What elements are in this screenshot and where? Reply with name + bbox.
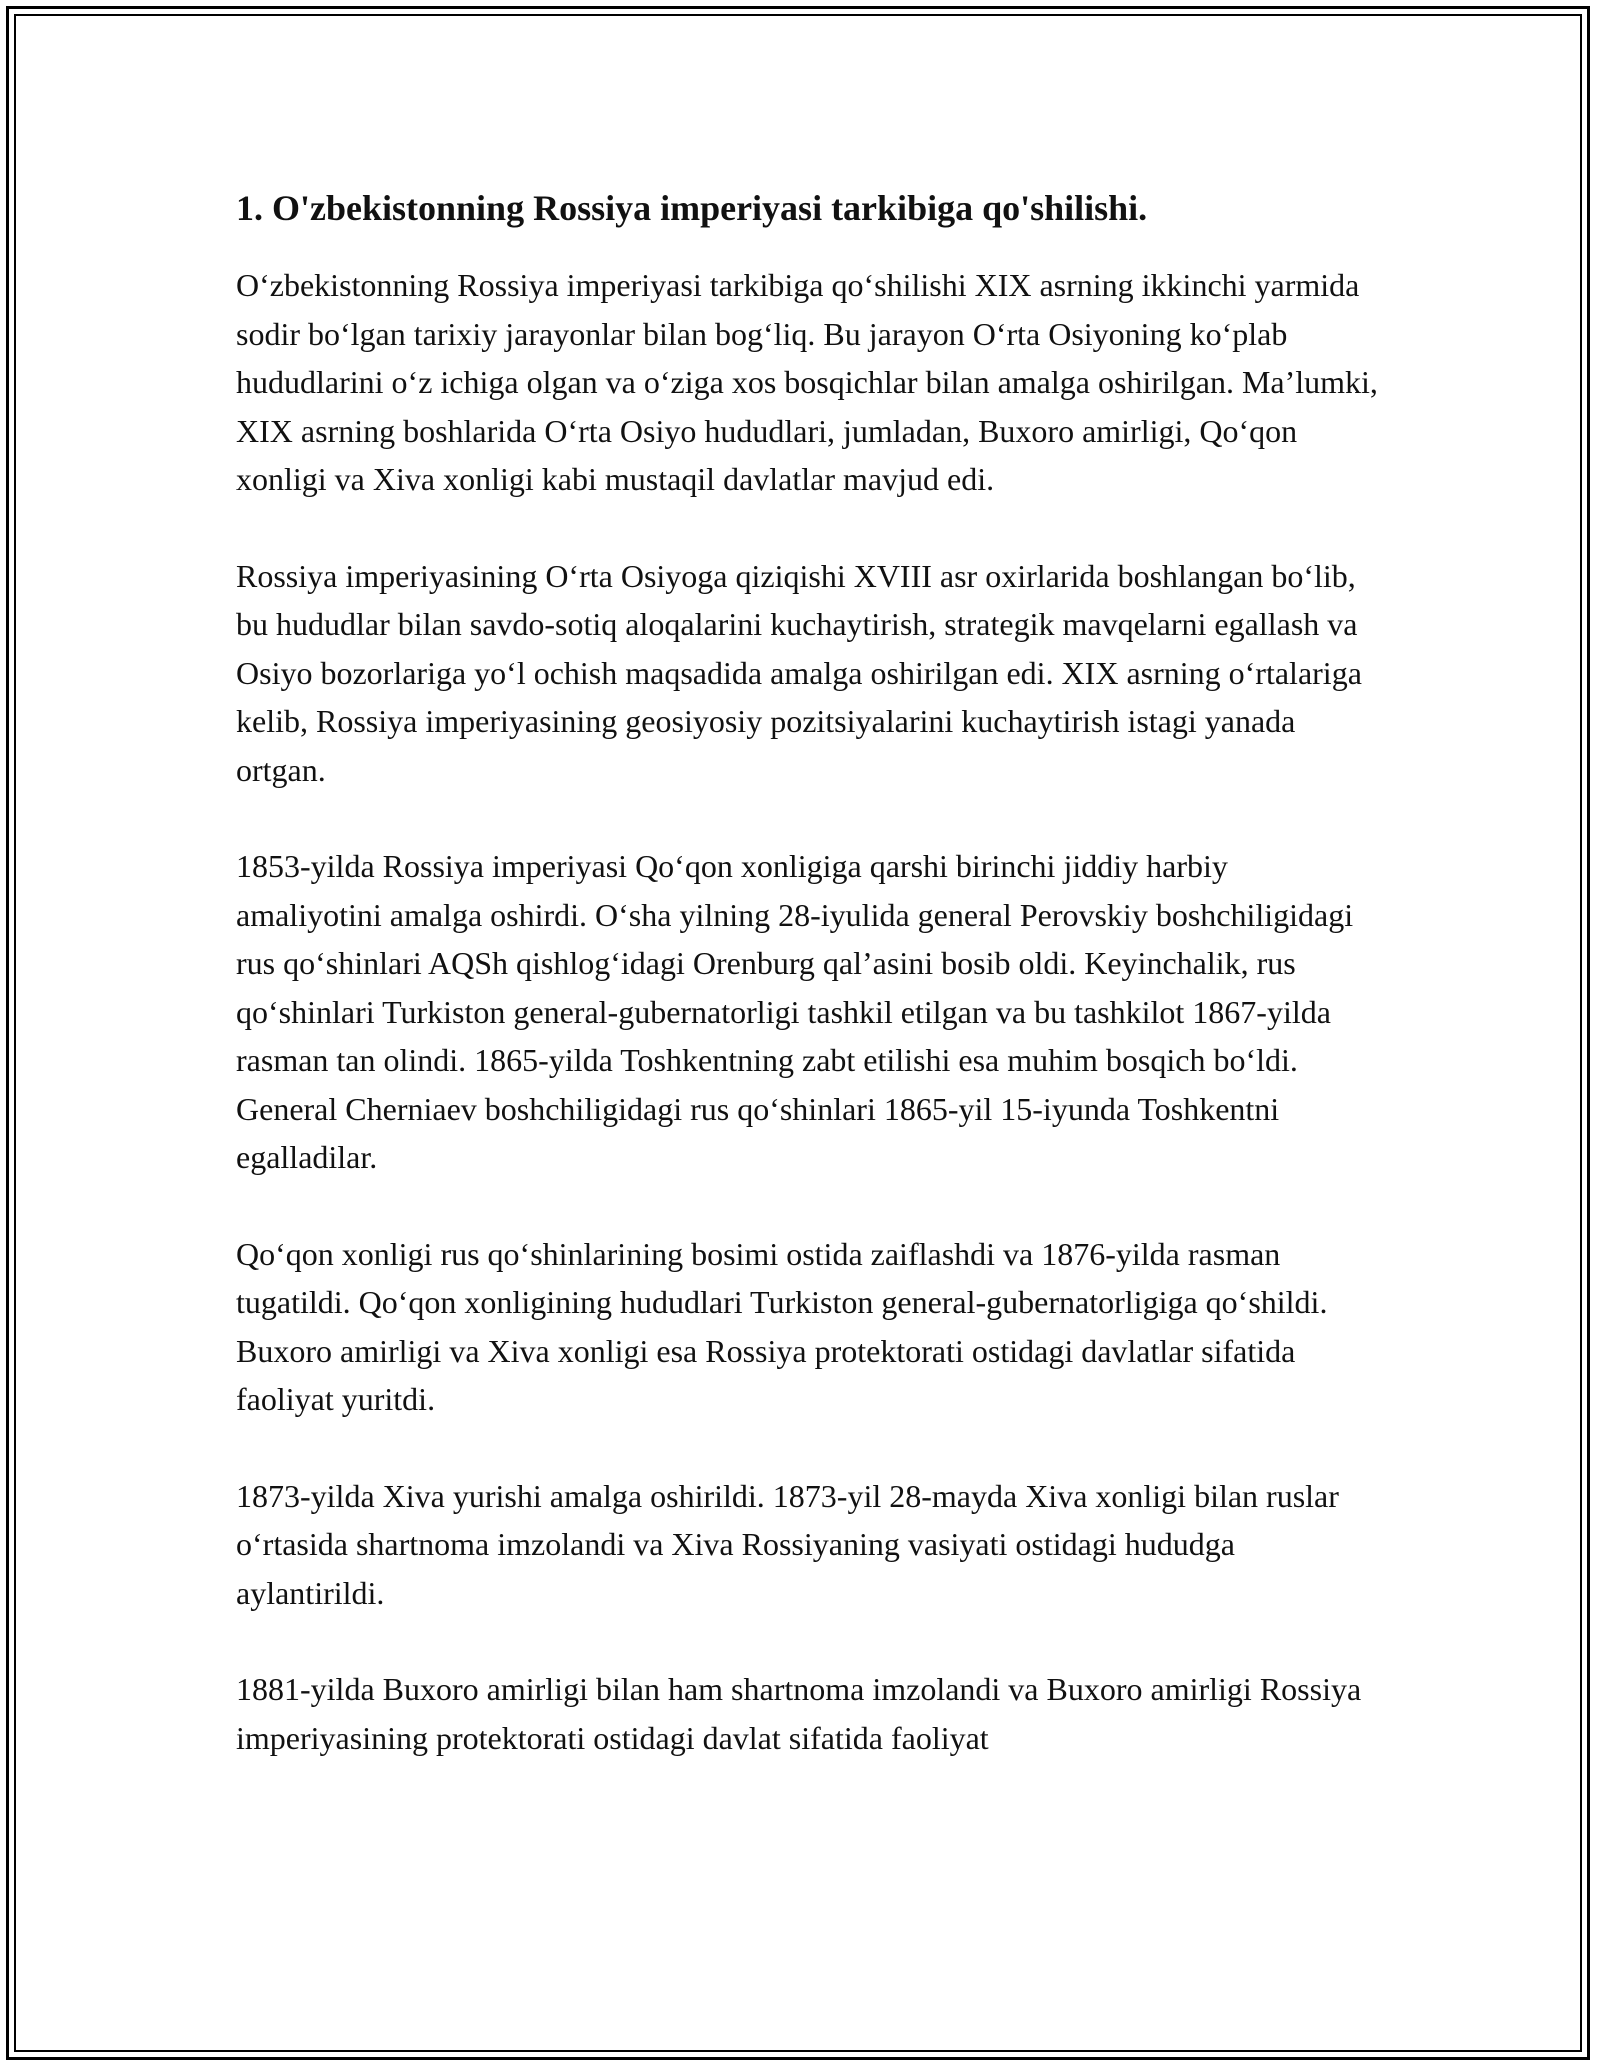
paragraph-6: 1881-yilda Buxoro amirligi bilan ham shartnoma imzolandi va Buxoro amirligi Rossiya imperiyasining protektorati ostidagi davlat sifatida faoliyat — [236, 1671, 1362, 1756]
document-title: 1. O'zbekistonning Rossiya imperiyasi tarkibiga qo'shilishi. — [236, 188, 1148, 228]
paragraph-1: O‘zbekistonning Rossiya imperiyasi tarkibiga qo‘shilishi XIX asrning ikkinchi yarmida sodir bo‘lgan tarixiy jarayonlar bilan bog‘liq. Bu jarayon O‘rta Osiyoning ko‘plab hududlarini o‘z ichiga olgan va o‘ziga xos bosqichlar bilan amalga oshirilgan. Ma’lumki, XIX asrning boshlarida O‘rta Osiyo hududlari, jumladan, Buxoro amirligi, Qo‘qon xonligi va Xiva xonligi kabi mustaqil davlatlar mavjud edi. — [236, 267, 1378, 497]
paragraph-3: 1853-yilda Rossiya imperiyasi Qo‘qon xonligiga qarshi birinchi jiddiy harbiy amaliyotini amalga oshirdi. O‘sha yilning 28-iyulida general Perovskiy boshchiligidagi rus qo‘shinlari AQSh qishlog‘idagi Orenburg qal’asini bosib oldi. Keyinchalik, rus qo‘shinlari Turkiston general-gubernatorligi tashkil etilgan va bu tashkilot 1867-yilda rasman tan olindi. 1865-yilda Toshkentning zabt etilishi esa muhim bosqich bo‘ldi. General Cherniaev boshchiligidagi rus qo‘shinlari 1865-yil 15-iyunda Toshkentni egalladilar. — [236, 848, 1354, 1175]
paragraph-5: 1873-yilda Xiva yurishi amalga oshirildi. 1873-yil 28-mayda Xiva xonligi bilan ruslar o‘rtasida shartnoma imzolandi va Xiva Rossiyaning vasiyati ostidagi hududga aylantirildi. — [236, 1477, 1339, 1611]
paragraph-4: Qo‘qon xonligi rus qo‘shinlarining bosimi ostida zaiflashdi va 1876-yilda rasman tugatildi. Qo‘qon xonligining hududlari Turkiston general-gubernatorligiga qo‘shildi. Buxoro amirligi va Xiva xonligi esa Rossiya protektorati ostidagi davlatlar sifatida faoliyat yuritdi. — [236, 1235, 1328, 1417]
paragraph-2: Rossiya imperiyasining O‘rta Osiyoga qiziqishi XVIII asr oxirlarida boshlangan bo‘lib, bu hududlar bilan savdo-sotiq aloqalarini kuchaytirish, strategik mavqelarni egallash va Osiyo bozorlariga yo‘l ochish maqsadida amalga oshirilgan edi. XIX asrning o‘rtalariga kelib, Rossiya imperiyasining geosiyosiy pozitsiyalarini kuchaytirish istagi yanada ortgan. — [236, 557, 1362, 788]
document-body — [236, 186, 1381, 1810]
